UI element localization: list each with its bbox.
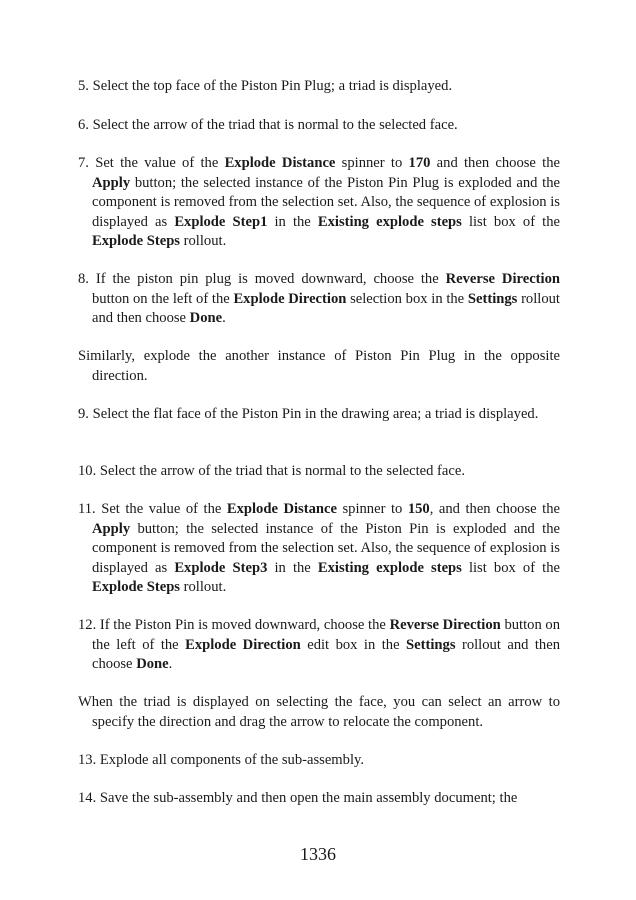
paragraph-step-13 [78,751,560,771]
paragraph-step-14 [78,789,560,809]
text-run: 11. Set the value of the [78,501,227,517]
text-run: 6. Select the arrow of the triad that is normal to the selected face. [78,117,458,133]
bold-term: Explode Steps [92,579,180,596]
text-run: in the [267,213,318,230]
bold-term: Explode Step1 [174,213,268,230]
bold-term: Explode Direction [185,636,301,653]
bold-term: Apply [92,174,131,191]
text-run: list box of the [461,559,560,576]
text-run: 5. Select the top face of the Piston Pin Plug; a triad is displayed. [78,78,453,94]
text-run: spinner to [335,155,409,171]
text-run: rollout. [180,233,227,250]
bold-term: Explode Step3 [174,559,268,576]
text-run: , and then choose the [429,501,560,517]
bold-term: Reverse Direction [389,617,501,633]
text-run: 13. Explode all components of the sub-assembly. [78,752,365,768]
paragraph-step-5 [78,77,560,97]
text-run: rollout. [180,579,227,596]
paragraph-step-11 [78,500,560,598]
text-run: button; the selected instance of the Piston Pin Plug is exploded and the component is removed from the selection set. Also, the sequence of explosion is displayed as [92,174,560,230]
text-run: 10. Select the arrow of the triad that is normal to the selected face. [78,463,465,479]
paragraph-step-7 [78,154,560,252]
paragraph-note-triad [78,693,560,732]
text-run: 8. If the piston pin plug is moved downward, choose the [78,271,446,287]
paragraph-step-12 [78,616,560,675]
text-run: and then choose the [430,155,560,171]
bold-term: Explode Direction [233,290,347,307]
bold-term: Done [136,656,169,673]
text-run: selection box in the [346,290,468,307]
bold-term: Settings [467,290,518,307]
text-run: button on the left of the [92,290,234,307]
text-run: list box of the [461,213,560,230]
paragraph-similarly [78,347,560,386]
text-run: in the [267,559,318,576]
page-number: 1336 [300,844,336,864]
text-run: rollout and then choose [92,290,560,327]
bold-term: Done [189,310,223,327]
bold-term: Explode Steps [92,233,180,250]
text-run: spinner to [336,501,408,517]
paragraph-step-6 [78,116,560,136]
text-run: button on the left of the [92,617,561,653]
text-run: rollout and then choose [92,636,560,673]
bold-term: Explode Distance [224,155,336,171]
text-run: Similarly, explode the another instance of Piston Pin Plug in the opposite direction. [78,348,560,384]
text-run: 9. Select the flat face of the Piston Pin in the drawing area; a triad is displayed. [78,406,539,422]
text-run: button; the selected instance of the Piston Pin is exploded and the component is removed from the selection set. Also, the sequence of explosion is displayed as [92,520,560,576]
text-run: 14. Save the sub-assembly and then open the main assembly document; the [78,790,518,806]
paragraph-step-10 [78,462,560,482]
paragraph-step-8 [78,270,560,329]
text-run: 7. Set the value of the [78,155,225,171]
bold-term: Apply [92,520,131,537]
text-run: . [168,656,173,673]
paragraph-step-9 [78,405,560,425]
bold-term: Reverse Direction [445,271,560,287]
bold-term: 170 [408,155,431,171]
bold-term: Settings [406,636,456,653]
text-run: When the triad is displayed on selecting the face, you can select an arrow to specify the direction and drag the arrow to relocate the component. [78,694,560,730]
text-run: . [222,310,226,327]
bold-term: 150 [407,501,430,517]
bold-term: Existing explode steps [317,559,462,576]
text-run: edit box in the [300,636,407,653]
bold-term: Existing explode steps [317,213,462,230]
bold-term: Explode Distance [226,501,337,517]
text-run: 12. If the Piston Pin is moved downward, choose the [78,617,390,633]
